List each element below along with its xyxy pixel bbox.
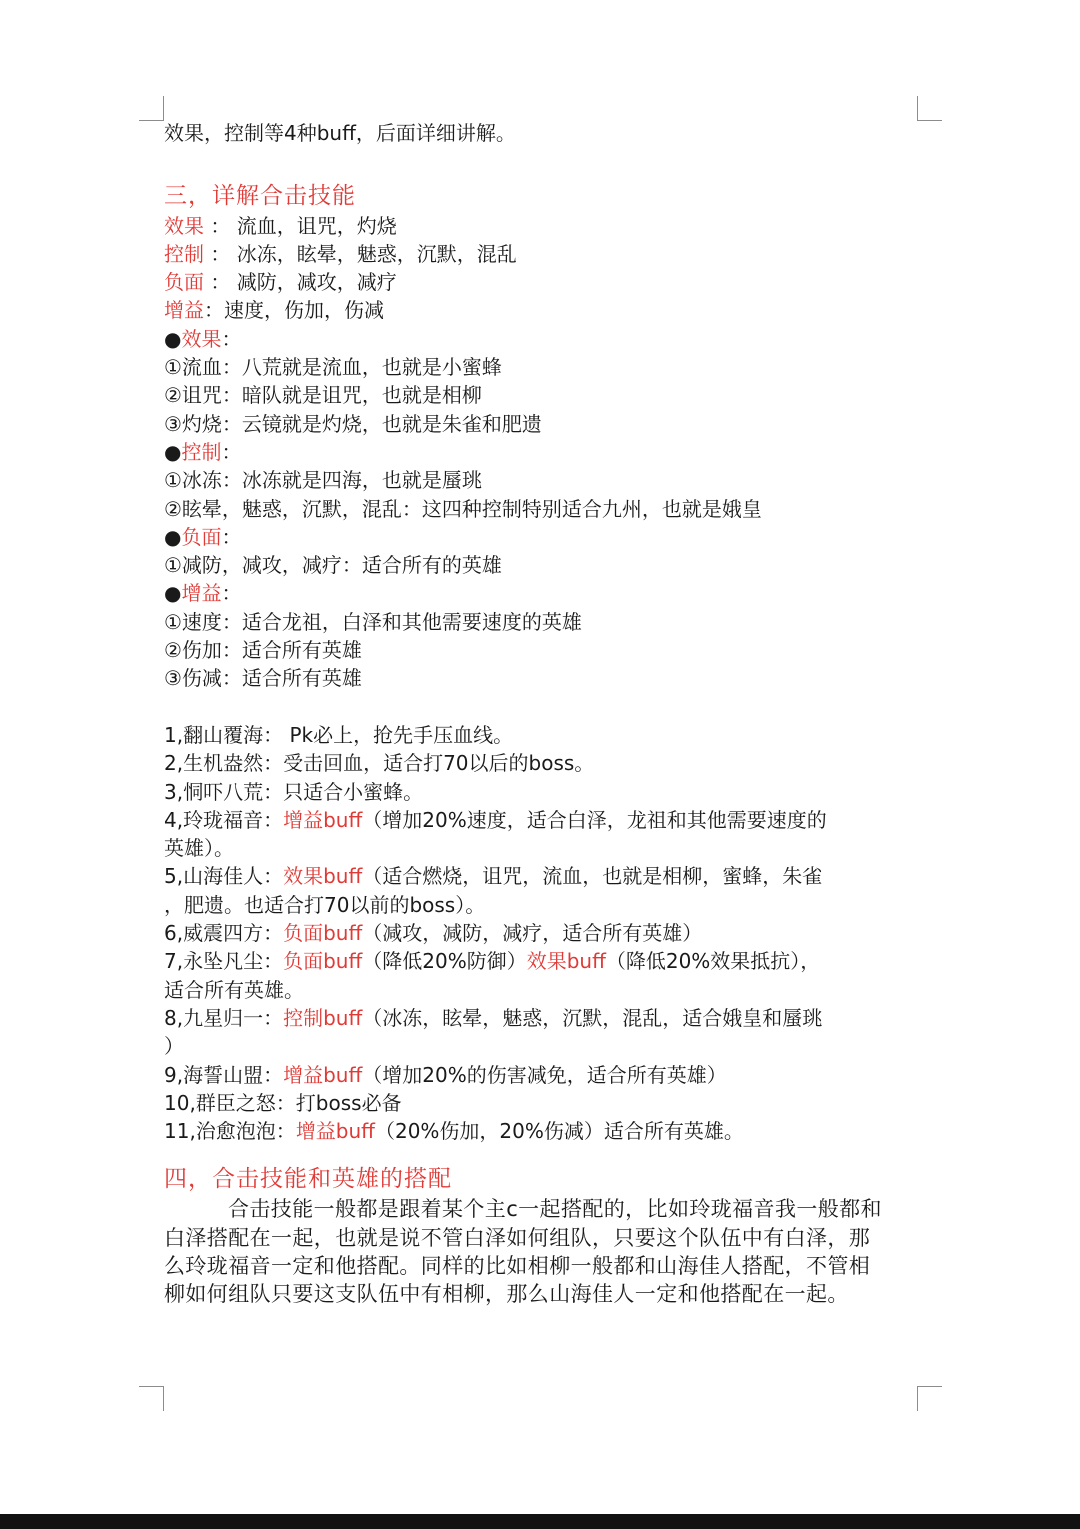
bullet-icon: ● xyxy=(164,581,182,606)
skill-item xyxy=(164,749,918,777)
skill-line xyxy=(164,1004,918,1032)
skill-text: ，肥遗。也适合打70以前的boss）。 xyxy=(164,892,486,917)
skill-text: 英雄）。 xyxy=(164,836,234,861)
skill-line xyxy=(164,1117,918,1145)
skill-list xyxy=(164,721,918,1145)
crop-mark-bottom-left xyxy=(139,1386,164,1411)
skill-text: （减攻，减防，减疗，适合所有英雄） xyxy=(362,921,703,946)
skill-item xyxy=(164,862,918,919)
skill-item xyxy=(164,1004,918,1061)
skill-item xyxy=(164,919,918,947)
group-colon: ： xyxy=(221,439,242,464)
group-item: ①流血：八荒就是流血，也就是小蜜蜂 xyxy=(164,355,502,380)
category-separator: ： xyxy=(204,213,231,238)
group-heading xyxy=(164,579,918,607)
skill-line xyxy=(164,749,918,777)
buff-tag: 效果buff xyxy=(526,949,606,974)
buff-tag: 增益buff xyxy=(283,1062,363,1087)
category-name: 效果 xyxy=(164,213,204,238)
skill-text: 9,海誓山盟： xyxy=(164,1062,284,1087)
buff-tag: 增益buff xyxy=(295,1119,375,1144)
group-item: ③伤减：适合所有英雄 xyxy=(164,666,362,691)
section3-heading: 三，详解合击技能 xyxy=(164,182,356,209)
skill-line xyxy=(164,778,918,806)
group-item: ①冰冻：冰冻就是四海，也就是蜃珧 xyxy=(164,468,482,493)
category-name: 增益 xyxy=(164,298,204,323)
skill-text: ） xyxy=(164,1034,184,1059)
skill-line xyxy=(164,806,918,834)
category-separator: ： xyxy=(204,270,231,295)
spacer xyxy=(164,693,918,721)
paragraph-text: 么玲珑福音一定和他搭配。同样的比如相柳一般都和山海佳人搭配，不管相 xyxy=(164,1253,871,1278)
skill-text: （20%伤加，20%伤减）适合所有英雄。 xyxy=(374,1119,744,1144)
skill-line xyxy=(164,1032,918,1060)
skill-text: 3,恫吓八荒：只适合小蜜蜂。 xyxy=(164,779,424,804)
buff-tag: 增益buff xyxy=(283,807,363,832)
skill-line xyxy=(164,721,918,749)
skill-text: 11,治愈泡泡： xyxy=(164,1119,296,1144)
group-heading xyxy=(164,325,918,353)
skill-item xyxy=(164,1089,918,1117)
paragraph-text: 柳如何组队只要这支队伍中有相柳，那么山海佳人一定和他搭配在一起。 xyxy=(164,1282,849,1307)
crop-mark-bottom-right xyxy=(917,1386,942,1411)
skill-line xyxy=(164,834,918,862)
buff-tag: 控制buff xyxy=(283,1005,363,1030)
group-item: ②眩晕，魅惑，沉默，混乱：这四种控制特别适合九州，也就是娥皇 xyxy=(164,496,762,521)
bottom-bar xyxy=(0,1514,1080,1529)
skill-item xyxy=(164,778,918,806)
skill-text: 4,玲珑福音： xyxy=(164,807,284,832)
skill-line xyxy=(164,1089,918,1117)
group-heading xyxy=(164,523,918,551)
category-text: 流血，诅咒，灼烧 xyxy=(230,213,397,238)
category-separator: ： xyxy=(204,241,231,266)
group-heading xyxy=(164,438,918,466)
crop-mark-top-left xyxy=(139,96,164,121)
skill-item xyxy=(164,947,918,1004)
skill-text: 8,九星归一： xyxy=(164,1005,284,1030)
category-text: 速度，伤加，伤减 xyxy=(224,298,384,323)
paragraph-text: 白泽搭配在一起，也就是说不管白泽如何组队，只要这个队伍中有白泽，那 xyxy=(164,1225,871,1250)
intro-text: 效果，控制等4种buff，后面详细讲解。 xyxy=(164,121,516,145)
category-text: 冰冻，眩晕，魅惑，沉默，混乱 xyxy=(230,241,517,266)
skill-line xyxy=(164,919,918,947)
skill-text: （降低20%防御） xyxy=(362,949,527,974)
group-title: 负面 xyxy=(181,524,222,549)
group-colon: ： xyxy=(221,524,242,549)
category-line xyxy=(164,240,918,268)
category-line xyxy=(164,212,918,240)
crop-mark-top-right xyxy=(917,96,942,121)
group-title: 效果 xyxy=(181,326,222,351)
category-text: 减防，减攻，减疗 xyxy=(230,270,397,295)
buff-tag: 负面buff xyxy=(283,949,363,974)
paragraph-line xyxy=(164,1280,918,1308)
spacer xyxy=(164,1145,918,1159)
skill-text: （适合燃烧，诅咒，流血，也就是相柳，蜜蜂，朱雀 xyxy=(362,864,823,889)
skill-text: （增加20%的伤害减免，适合所有英雄） xyxy=(362,1062,727,1087)
bullet-icon: ● xyxy=(164,439,182,464)
skill-text: 7,永坠凡尘： xyxy=(164,949,284,974)
buff-tag: 效果buff xyxy=(283,864,363,889)
skill-line xyxy=(164,947,918,975)
group-item: ②伤加：适合所有英雄 xyxy=(164,638,362,663)
category-line xyxy=(164,268,918,296)
skill-line xyxy=(164,976,918,1004)
skill-text: 5,山海佳人： xyxy=(164,864,284,889)
group-title: 控制 xyxy=(181,439,222,464)
section4-paragraph xyxy=(164,1195,918,1308)
group-colon: ： xyxy=(221,581,242,606)
skill-text: （增加20%速度，适合白泽，龙祖和其他需要速度的 xyxy=(362,807,827,832)
skill-text: （降低20%效果抵抗）， xyxy=(605,949,821,974)
section4-heading: 四，合击技能和英雄的搭配 xyxy=(164,1166,452,1193)
skill-line xyxy=(164,1061,918,1089)
skill-item xyxy=(164,1061,918,1089)
skill-text: 1,翻山覆海： Pk必上，抢先手压血线。 xyxy=(164,722,514,747)
skill-text: 适合所有英雄。 xyxy=(164,977,304,1002)
category-list xyxy=(164,212,918,325)
skill-item xyxy=(164,806,918,863)
bullet-icon: ● xyxy=(164,326,182,351)
group-list xyxy=(164,325,918,693)
skill-item xyxy=(164,721,918,749)
paragraph-text: 合击技能一般都是跟着某个主c一起搭配的，比如玲珑福音我一般都和 xyxy=(228,1197,882,1222)
group-title: 增益 xyxy=(181,581,222,606)
skill-text: 6,威震四方： xyxy=(164,921,284,946)
page-content xyxy=(164,119,918,1309)
bullet-icon: ● xyxy=(164,524,182,549)
group-colon: ： xyxy=(221,326,242,351)
category-separator: ： xyxy=(204,298,224,323)
skill-text: 10,群臣之怒：打boss必备 xyxy=(164,1090,402,1115)
buff-tag: 负面buff xyxy=(283,921,363,946)
skill-line xyxy=(164,862,918,890)
group-item: ①减防，减攻，减疗：适合所有的英雄 xyxy=(164,553,502,578)
category-line xyxy=(164,296,918,324)
category-name: 负面 xyxy=(164,270,204,295)
spacer xyxy=(164,147,918,175)
category-name: 控制 xyxy=(164,241,204,266)
group-item: ①速度：适合龙祖，白泽和其他需要速度的英雄 xyxy=(164,609,582,634)
group-item: ③灼烧：云镜就是灼烧，也就是朱雀和肥遗 xyxy=(164,411,542,436)
skill-line xyxy=(164,891,918,919)
paragraph-line xyxy=(164,1195,918,1223)
skill-text: 2,生机盎然：受击回血，适合打70以后的boss。 xyxy=(164,751,595,776)
skill-item xyxy=(164,1117,918,1145)
paragraph-line xyxy=(164,1224,918,1252)
skill-text: （冰冻，眩晕，魅惑，沉默，混乱，适合娥皇和蜃珧 xyxy=(362,1005,823,1030)
group-item: ②诅咒：暗队就是诅咒，也就是相柳 xyxy=(164,383,482,408)
paragraph-line xyxy=(164,1252,918,1280)
